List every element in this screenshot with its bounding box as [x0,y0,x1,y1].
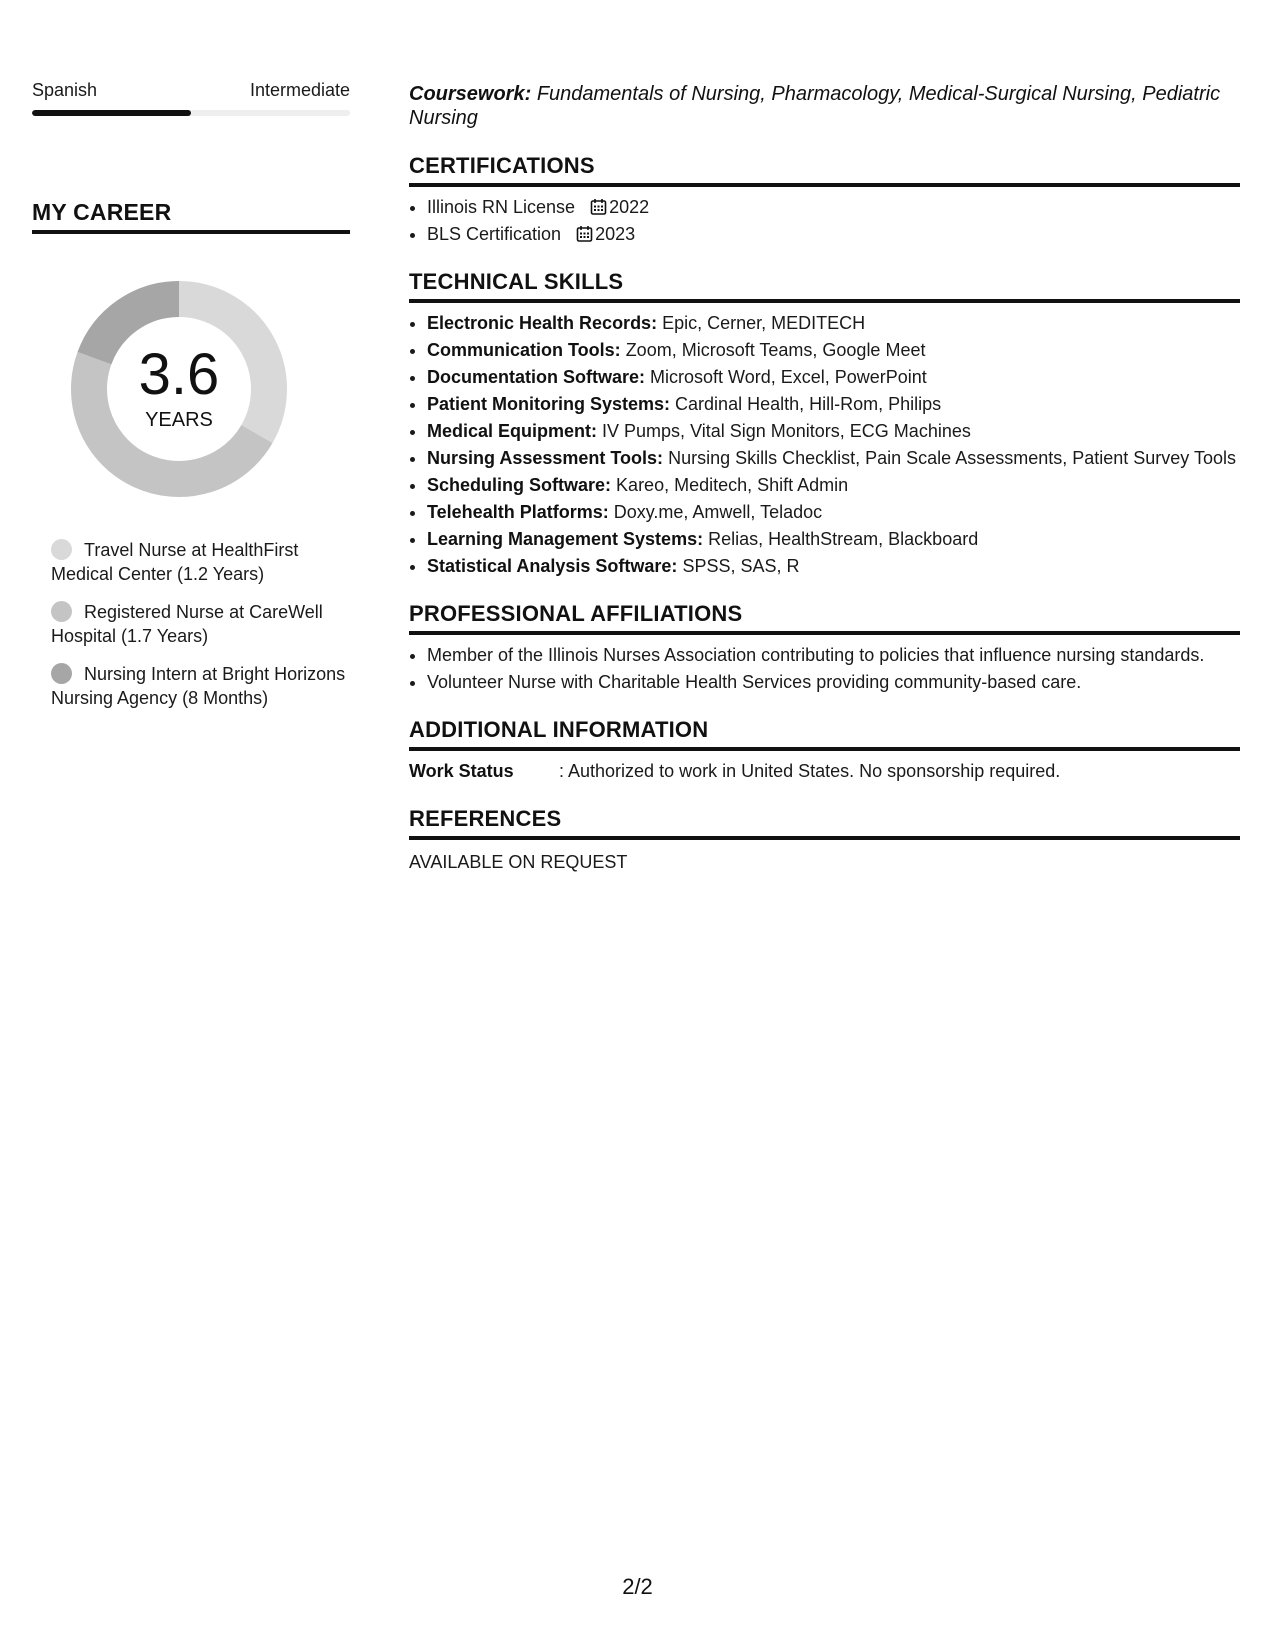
affiliation-item: • Member of the Illinois Nurses Association contributing to policies that influence nursing standards. [427,643,1240,667]
skill-item [427,311,1240,335]
work-status-label: Work Status [409,761,514,781]
skill-value: Doxy.me, Amwell, Teladoc [613,502,823,522]
skill-value: Cardinal Health, Hill-Rom, Philips [675,394,942,414]
affiliation-item: • Volunteer Nurse with Charitable Health Services providing community-based care. [427,670,1240,694]
language-progress-bar [32,110,350,116]
donut-center [64,274,294,504]
career-legend-label: Travel Nurse at HealthFirst Medical Center (1.2 Years) [51,540,299,584]
skill-item [427,392,1240,416]
page-number: 2/2 [622,1574,653,1599]
skill-label: Statistical Analysis Software: [427,556,678,576]
legend-dot-icon [51,539,72,560]
career-heading: MY CAREER [32,198,350,234]
skill-label: Communication Tools: [427,340,621,360]
career-total-unit: YEARS [145,409,213,431]
skill-value: Zoom, Microsoft Teams, Google Meet [625,340,926,360]
skill-item [427,365,1240,389]
main-content [409,82,1240,874]
career-legend-label: Registered Nurse at CareWell Hospital (1.7 Years) [51,602,323,646]
skill-label: Telehealth Platforms: [427,502,609,522]
skill-item [427,338,1240,362]
skill-item [427,473,1240,497]
language-progress-fill [32,110,191,116]
skill-label: Scheduling Software: [427,475,612,495]
certification-name: Illinois RN License [427,197,576,217]
skill-value: Kareo, Meditech, Shift Admin [616,475,849,495]
skill-value: Epic, Cerner, MEDITECH [662,313,866,333]
technical-skills-list [409,311,1240,578]
career-legend-item [51,662,350,710]
language-row [32,78,350,102]
skill-label: Documentation Software: [427,367,646,387]
technical-skills-title: TECHNICAL SKILLS [409,268,1240,303]
skill-label: Electronic Health Records: [427,313,658,333]
affiliations-title: PROFESSIONAL AFFILIATIONS [409,600,1240,635]
certifications-list [409,195,1240,246]
certification-year: 2022 [609,197,650,217]
career-donut-chart [64,274,294,504]
skill-label: Patient Monitoring Systems: [427,394,671,414]
skill-item [427,500,1240,524]
skill-label: Nursing Assessment Tools: [427,448,664,468]
certification-year: 2023 [595,224,636,244]
skill-label: Medical Equipment: [427,421,598,441]
legend-dot-icon [51,601,72,622]
coursework-text: Fundamentals of Nursing, Pharmacology, Medical-Surgical Nursing, Pediatric Nursing [409,83,1221,129]
skill-value: SPSS, SAS, R [682,556,800,576]
skill-value: IV Pumps, Vital Sign Monitors, ECG Machines [602,421,971,441]
work-status-row [409,759,1240,783]
language-name: Spanish [32,80,98,100]
affiliations-list [409,643,1240,694]
skill-value: Microsoft Word, Excel, PowerPoint [650,367,927,387]
language-level: Intermediate [249,80,350,100]
coursework-label: Coursework: [409,83,532,105]
calendar-icon [590,198,607,215]
references-text: AVAILABLE ON REQUEST [409,852,628,872]
work-status-value: : Authorized to work in United States. No sponsorship required. [559,761,1061,781]
career-legend-label: Nursing Intern at Bright Horizons Nursing Agency (8 Months) [51,664,346,708]
references-title: REFERENCES [409,805,1240,840]
additional-info-title: ADDITIONAL INFORMATION [409,716,1240,751]
career-legend [32,538,350,710]
skill-value: Nursing Skills Checklist, Pain Scale Assessments, Patient Survey Tools [668,448,1236,468]
career-legend-item [51,538,350,586]
certification-item [427,222,1240,246]
certification-item [427,195,1240,219]
skill-value: Relias, HealthStream, Blackboard [708,529,979,549]
skill-label: Learning Management Systems: [427,529,704,549]
career-legend-item [51,600,350,648]
certification-name: BLS Certification [427,224,562,244]
calendar-icon [576,225,593,242]
certifications-title: CERTIFICATIONS [409,152,1240,187]
coursework [409,82,1240,130]
skill-item [427,527,1240,551]
sidebar [32,78,350,724]
skill-item [427,554,1240,578]
career-total-value: 3.6 [138,342,220,407]
skill-item [427,446,1240,470]
legend-dot-icon [51,663,72,684]
skill-item [427,419,1240,443]
